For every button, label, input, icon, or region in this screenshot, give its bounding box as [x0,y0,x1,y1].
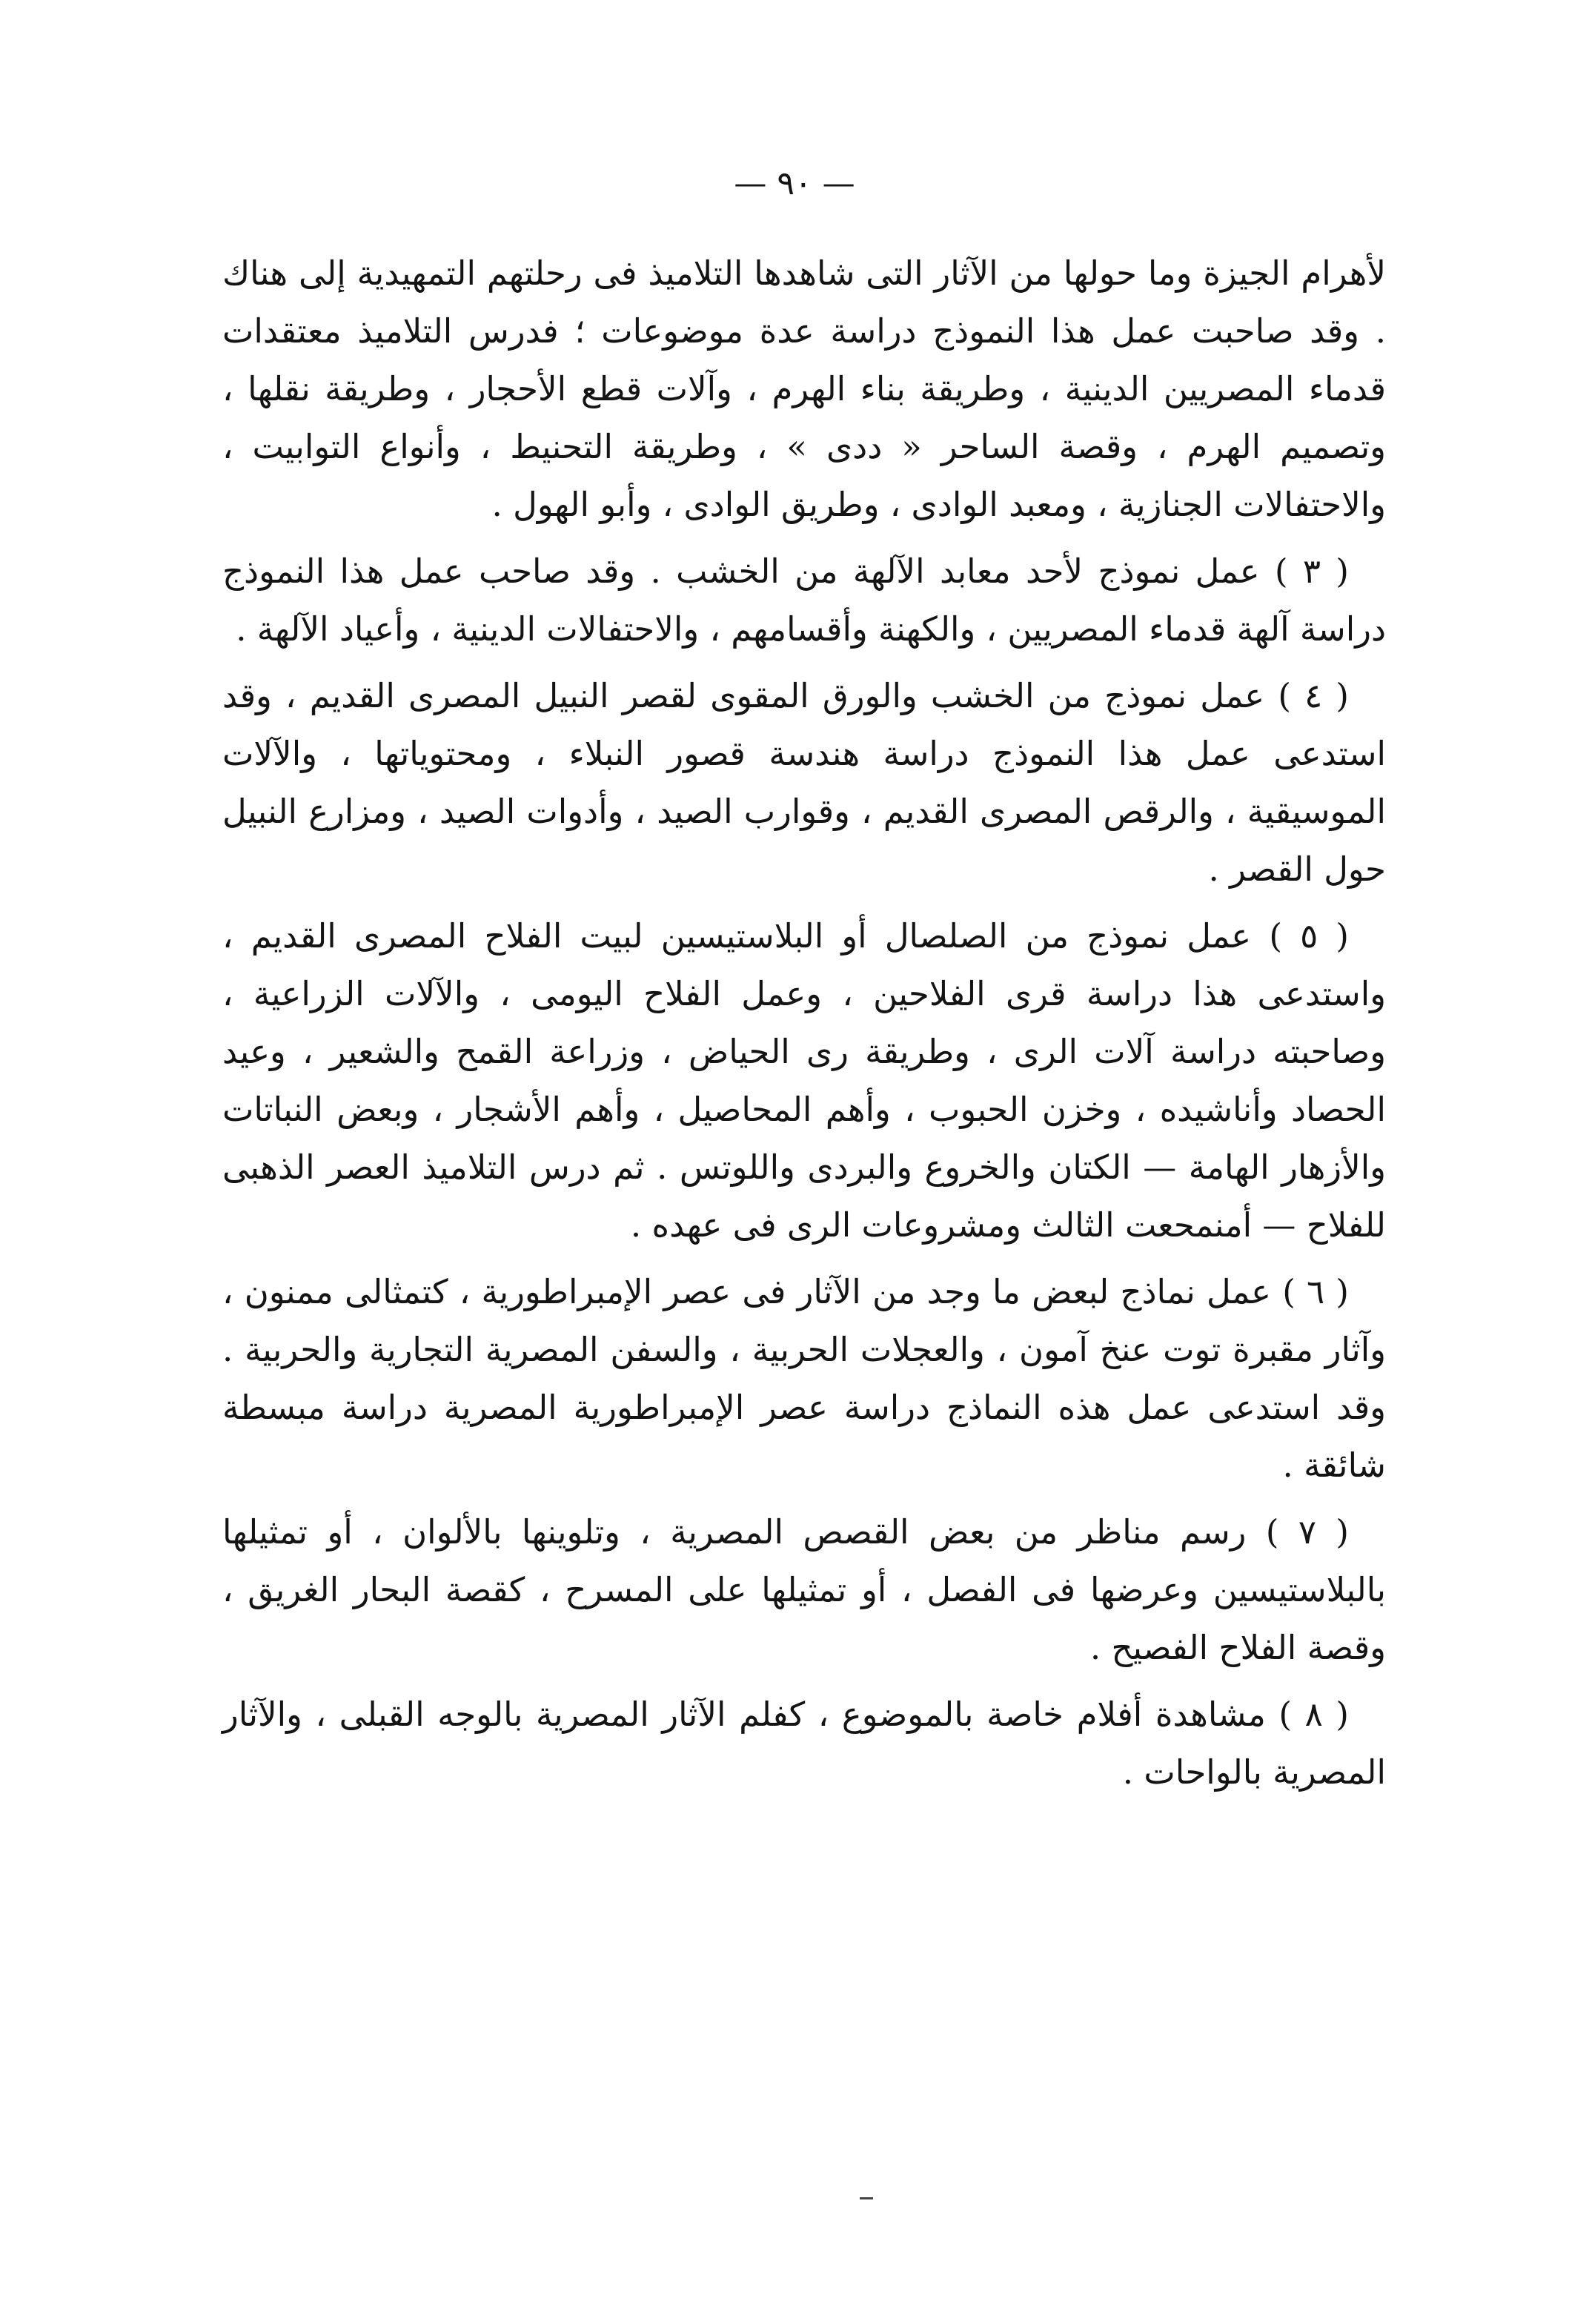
paragraph-continuation: لأهرام الجيزة وما حولها من الآثار التى شاهدها التلاميذ فى رحلتهم التمهيدية إلى هناك . وقد صاحبت عمل هذا النموذج دراسة عدة موضوعات ؛ فدرس التلاميذ معتقدات قدماء المصريين الدينية ، وطريقة بناء الهرم ، وآلات قطع الأحجار ، وطريقة نقلها ، وتصميم الهرم ، وقصة الساحر « ددى » ، وطريقة التحنيط ، وأنواع التوابيت ، والاحتفالات الجنازية ، ومعبد الوادى ، وطريق الوادى ، وأبو الهول . [222,254,1386,524]
paragraph-item-6: ( ٦ ) عمل نماذج لبعض ما وجد من الآثار فى عصر الإمبراطورية ، كتمثالى ممنون ، وآثار مقبرة توت عنخ آمون ، والعجلات الحربية ، والسفن المصرية التجارية والحربية . وقد استدعى عمل هذه النماذج دراسة عصر الإمبراطورية المصرية دراسة مبسطة شائقة . [222,1272,1386,1485]
paragraph-item-5: ( ٥ ) عمل نموذج من الصلصال أو البلاستيسين لبيت الفلاح المصرى القديم ، واستدعى هذا دراسة قرى الفلاحين ، وعمل الفلاح اليومى ، والآلات الزراعية ، وصاحبته دراسة آلات الرى ، وطريقة رى الحياض ، وزراعة القمح والشعير ، وعيد الحصاد وأناشيده ، وخزن الحبوب ، وأهم المحاصيل ، وأهم الأشجار ، وبعض النباتات والأزهار الهامة — الكتان والخروع والبردى واللوتس . ثم درس التلاميذ العصر الذهبى للفلاح — أمنمحعت الثالث ومشروعات الرى فى عهده . [222,916,1386,1245]
page-number: — ٩٠ — [734,165,855,202]
paragraph-item-4: ( ٤ ) عمل نموذج من الخشب والورق المقوى لقصر النبيل المصرى القديم ، وقد استدعى عمل هذا النموذج دراسة هندسة قصور النبلاء ، ومحتوياتها ، والآلات الموسيقية ، والرقص المصرى القديم ، وقوارب الصيد ، وأدوات الصيد ، ومزارع النبيل حول القصر . [222,676,1386,889]
paragraph-item-8: ( ٨ ) مشاهدة أفلام خاصة بالموضوع ، كفلم الآثار المصرية بالوجه القبلى ، والآثار المصرية بالواحات . [222,1695,1386,1792]
body-text [222,245,1386,1810]
print-speck [860,2197,873,2199]
paragraph-item-3: ( ٣ ) عمل نموذج لأحد معابد الآلهة من الخشب . وقد صاحب عمل هذا النموذج دراسة آلهة قدماء المصريين ، والكهنة وأقسامهم ، والاحتفالات الدينية ، وأعياد الآلهة . [222,552,1386,649]
paragraph-item-7: ( ٧ ) رسم مناظر من بعض القصص المصرية ، وتلوينها بالألوان ، أو تمثيلها بالبلاستيسين وعرضها فى الفصل ، أو تمثيلها على المسرح ، كقصة البحار الغريق ، وقصة الفلاح الفصيح . [222,1512,1386,1667]
